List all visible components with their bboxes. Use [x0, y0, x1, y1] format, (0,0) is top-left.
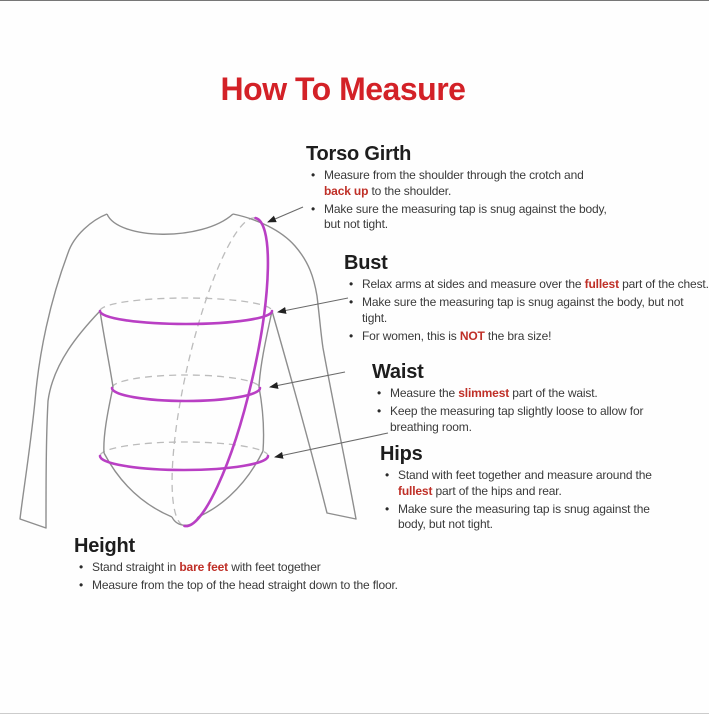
bullet-text: part of the waist.: [509, 386, 598, 400]
torso-girth-tape-back: [152, 211, 255, 526]
bullet-text: Relax arms at sides and measure over the: [362, 277, 585, 291]
bullet-text: Make sure the measuring tap is snug against the body,: [324, 201, 607, 216]
bullet-line: [398, 502, 652, 518]
bullet-line: [390, 386, 643, 402]
bullet-item: [390, 386, 643, 402]
bullet-text: tight.: [362, 310, 388, 325]
hips-tape: [100, 456, 268, 470]
waist-bullets: [372, 386, 643, 435]
bullet-line: [390, 420, 643, 436]
bullet-text: For women, this is: [362, 328, 460, 343]
section-torso-girth: [306, 143, 607, 235]
emphasis-text: back up: [324, 183, 369, 198]
bullet-text: with feet together: [228, 560, 321, 574]
bullet-line: [324, 202, 607, 218]
bullet-line: [92, 560, 398, 576]
bust-heading: Bust: [344, 252, 388, 274]
neckline: [107, 214, 233, 234]
bullet-text: to the shoulder.: [368, 183, 452, 198]
bust-tape-back: [100, 298, 272, 311]
section-waist: [372, 361, 643, 438]
section-height: [74, 535, 398, 596]
bullet-line: [324, 217, 607, 233]
bullet-line: [324, 184, 607, 200]
bullet-text: Stand straight in: [92, 560, 180, 574]
bullet-text: part of the hips and rear.: [432, 483, 562, 498]
hips-bullets: [380, 468, 652, 533]
bullet-text: the bra size!: [484, 328, 552, 343]
bullet-item: [398, 468, 652, 499]
bullet-item: [362, 295, 709, 326]
bullet-line: [398, 517, 652, 533]
leotard-outline: [20, 214, 356, 528]
bullet-line: [362, 329, 709, 345]
right-sleeve: [233, 214, 356, 519]
emphasis-text: NOT: [459, 328, 485, 343]
torso-girth-tape: [184, 218, 287, 533]
bullet-text: breathing room.: [390, 419, 472, 434]
bust-tape: [100, 311, 272, 324]
bullet-line: [324, 168, 607, 184]
torso-girth-heading: Torso Girth: [306, 143, 412, 165]
emphasis-text: fullest: [398, 483, 433, 498]
bullet-item: [398, 502, 652, 533]
bullet-text: part of the chest.: [618, 277, 709, 291]
bullet-text: Keep the measuring tap slightly loose to allow for: [390, 404, 644, 418]
bullet-line: [362, 277, 709, 293]
bullet-line: [390, 404, 643, 420]
emphasis-text: slimmest: [458, 386, 510, 400]
bullet-item: [92, 578, 398, 594]
bullet-text: Make sure the measuring tap is snug against the: [398, 501, 650, 516]
left-body-side: [100, 311, 113, 453]
waist-heading: Waist: [372, 361, 424, 383]
bullet-line: [398, 468, 652, 484]
bust-bullets: [344, 277, 709, 344]
bullet-text: but not tight.: [324, 217, 388, 231]
waist-tape-back: [112, 375, 260, 388]
page-title: How To Measure: [220, 71, 466, 107]
waist-arrow: [270, 372, 345, 387]
measurement-figure: [0, 1, 709, 713]
bullet-item: [92, 560, 398, 576]
height-bullets: [74, 560, 398, 594]
hips-tape-back: [100, 442, 268, 456]
bullet-text: Stand with feet together and measure around the: [398, 468, 652, 482]
emphasis-text: fullest: [584, 277, 619, 291]
bullet-text: Make sure the measuring tap is snug against the body, but not: [362, 295, 684, 309]
left-sleeve: [20, 214, 107, 528]
bullet-item: [390, 404, 643, 435]
section-bust: [344, 252, 709, 347]
bullet-item: [324, 168, 607, 199]
bullet-line: [362, 295, 709, 311]
torso-girth-arrow: [268, 207, 303, 222]
hips-heading: Hips: [380, 443, 423, 465]
bullet-text: Measure the: [390, 386, 459, 400]
bullet-line: [92, 578, 398, 594]
bullet-line: [362, 311, 709, 327]
emphasis-text: bare feet: [179, 560, 229, 574]
bullet-item: [362, 277, 709, 293]
bust-arrow: [278, 298, 348, 312]
section-hips: [380, 443, 652, 535]
bullet-text: body, but not tight.: [398, 517, 493, 531]
waist-tape: [112, 388, 260, 401]
bullet-line: [398, 484, 652, 500]
bullet-item: [362, 329, 709, 345]
bullet-text: Measure from the shoulder through the crotch and: [324, 168, 584, 182]
bullet-item: [324, 202, 607, 233]
torso-girth-bullets: [306, 168, 607, 233]
bullet-text: Measure from the top of the head straight down to the floor.: [92, 578, 398, 592]
height-heading: Height: [74, 535, 136, 557]
